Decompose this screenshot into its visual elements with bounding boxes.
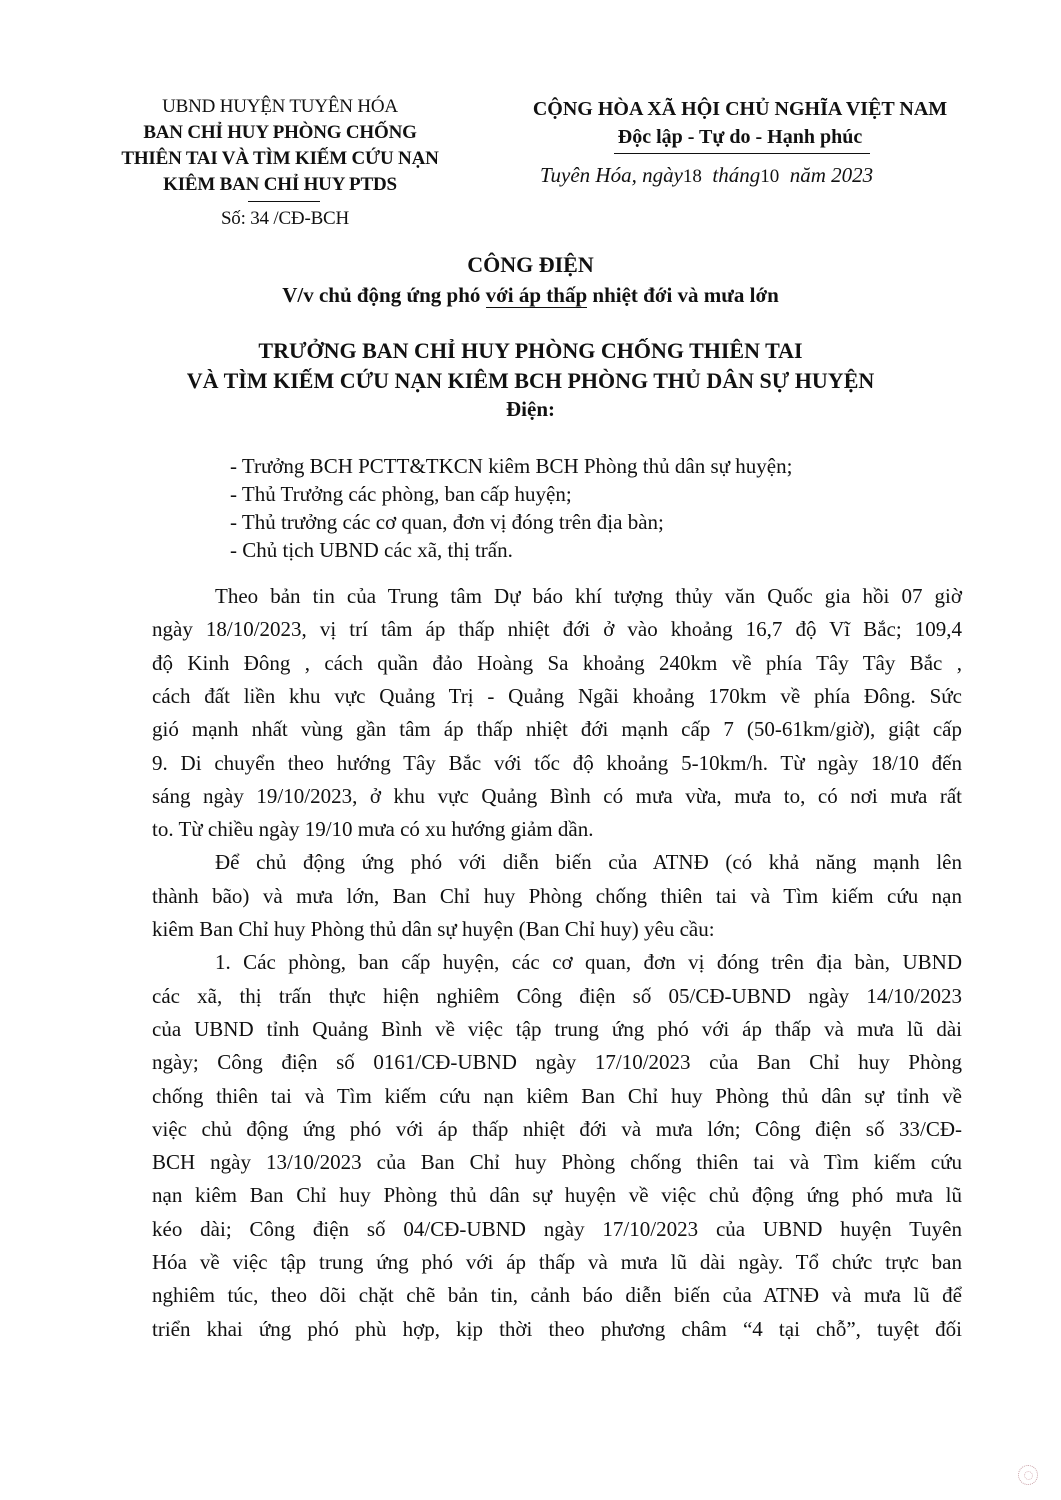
body-line: ngày; Công điện số 0161/CĐ-UBND ngày 17/10/2023 của Ban Chỉ huy Phòng [152,1050,962,1075]
body-line: độ Kinh Đông , cách quần đảo Hoàng Sa khoảng 240km về phía Tây Tây Bắc , [152,650,962,675]
body-line: Hóa về việc tập trung ứng phó với áp thấp và mưa lũ dài ngày. Tổ chức trực ban [152,1250,962,1274]
body-line: to. Từ chiều ngày 19/10 mưa có xu hướng giảm dần. [152,817,594,842]
date-month-label: tháng [712,163,761,187]
sender-line-3: Điện: [506,397,555,421]
national-title: CỘNG HÒA XÃ HỘI CHỦ NGHĨA VIỆT NAM [532,98,948,120]
body-line: chống thiên tai và Tìm kiếm cứu nạn kiêm Ban Chỉ huy Phòng thủ dân sự tỉnh về [152,1083,962,1108]
body-line: việc chủ động ứng phó với áp thấp nhiệt đới và mưa lớn; Công điện số 33/CĐ- [152,1116,962,1141]
date-place [540,163,873,188]
body-line: nạn kiêm Ban Chỉ huy Phòng thủ dân sự huyện về việc chủ động ứng phó mưa lũ [152,1183,962,1208]
recipient: - Trưởng BCH PCTT&TKCN kiêm BCH Phòng thủ dân sự huyện; [230,454,793,478]
body-line: BCH ngày 13/10/2023 của Ban Chỉ huy Phòng chống thiên tai và Tìm kiếm cứu [152,1150,962,1175]
document-number: Số: 34 /CĐ-BCH [220,208,350,229]
national-motto: Độc lập - Tự do - Hạnh phúc [617,126,863,148]
motto-underline [614,153,870,154]
issuer-line-1: BAN CHỈ HUY PHÒNG CHỐNG [143,122,417,143]
sender-line-2: VÀ TÌM KIẾM CỨU NẠN KIÊM BCH PHÒNG THỦ DÂN SỰ HUYỆN [186,368,875,393]
issuer-line-3: KIÊM BAN CHỈ HUY PTDS [163,174,397,195]
body-line: 1. Các phòng, ban cấp huyện, các cơ quan, đơn vị đóng trên địa bàn, UBND [215,950,962,975]
issuer-line-2: THIÊN TAI VÀ TÌM KIẾM CỨU NẠN [121,148,439,169]
recipient: - Thủ Trưởng các phòng, ban cấp huyện; [230,482,572,506]
issuer-underline [248,201,320,202]
body-line: của UBND tỉnh Quảng Bình về việc tập trung ứng phó với áp thấp và mưa lũ dài [152,1016,962,1041]
subject-pre: V/v chủ động ứng phó [282,283,486,307]
body-line: triển khai ứng phó phù hợp, kịp thời theo phương châm “4 tại chỗ”, tuyệt đối [152,1316,962,1341]
body-line: gió mạnh nhất vùng gần tâm áp thấp nhiệt đới mạnh cấp 7 (50-61km/giờ), giật cấp [152,717,962,742]
recipient: - Thủ trưởng các cơ quan, đơn vị đóng trên địa bàn; [230,510,664,534]
date-place-label: Tuyên Hóa, ngày [540,163,683,187]
body-line: nghiêm túc, theo dõi chặt chẽ bản tin, cảnh báo diễn biến của ATNĐ và mưa lũ để [152,1283,962,1308]
body-line: 9. Di chuyển theo hướng Tây Bắc với tốc độ khoảng 5-10km/h. Từ ngày 18/10 đến [152,750,962,775]
page-seal-icon [1018,1465,1038,1485]
sender-line-1: TRƯỞNG BAN CHỈ HUY PHÒNG CHỐNG THIÊN TAI [258,338,803,363]
body-line: sáng ngày 19/10/2023, ở khu vực Quảng Bình có mưa vừa, mưa to, có nơi mưa rất [152,783,962,808]
date-day: 18 [682,166,702,187]
body-line: các xã, thị trấn thực hiện nghiêm Công điện số 05/CĐ-UBND ngày 14/10/2023 [152,983,962,1008]
body-line: kiêm Ban Chỉ huy Phòng thủ dân sự huyện (Ban Chỉ huy) yêu cầu: [152,917,715,941]
document-subject [0,283,1061,308]
recipient: - Chủ tịch UBND các xã, thị trấn. [230,538,513,562]
date-month: 10 [760,166,780,187]
body-line: Theo bản tin của Trung tâm Dự báo khí tượng thủy văn Quốc gia hồi 07 giờ [215,584,962,608]
issuer-parent: UBND HUYỆN TUYÊN HÓA [162,96,398,117]
body-line: cách đất liền khu vực Quảng Trị - Quảng Ngãi khoảng 170km về phía Đông. Sức [152,683,962,708]
body-line: ngày 18/10/2023, vị trí tâm áp thấp nhiệt đới ở vào khoảng 16,7 độ Vĩ Bắc; 109,4 [152,617,962,642]
body-line: Để chủ động ứng phó với diễn biến của ATNĐ (có khả năng mạnh lên [215,850,962,875]
body-line: kéo dài; Công điện số 04/CĐ-UBND ngày 17/10/2023 của UBND huyện Tuyên [152,1216,962,1241]
subject-post: nhiệt đới và mưa lớn [587,283,779,307]
date-year: năm 2023 [789,163,874,187]
document-type: CÔNG ĐIỆN [467,252,594,277]
subject-underlined: với áp thấp [485,283,588,307]
body-line: thành bão) và mưa lớn, Ban Chỉ huy Phòng chống thiên tai và Tìm kiếm cứu nạn [152,883,962,908]
